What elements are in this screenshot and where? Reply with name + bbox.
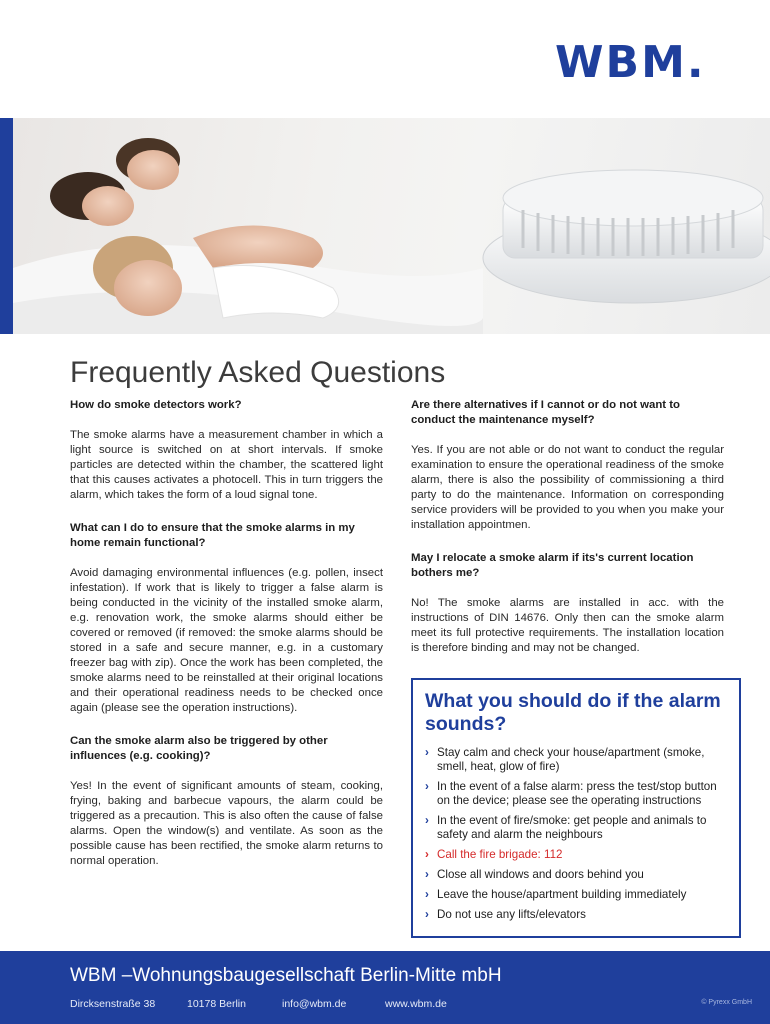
alarm-step-text: In the event of a false alarm: press the test/stop button on the device; please see the operating instructions xyxy=(437,780,717,807)
alarm-title: What you should do if the alarm sounds? xyxy=(425,690,721,735)
faq-answer: No! The smoke alarms are installed in acc. with the instructions of DIN 14676. Only then can the smoke alarm meet its full protective requirements. The installation location is therefore binding and may not be changed. xyxy=(411,597,724,654)
faq-question: How do smoke detectors work? xyxy=(70,399,242,411)
faq-question: Can the smoke alarm also be triggered by other influences (e.g. cooking)? xyxy=(70,735,328,762)
faq-answer: The smoke alarms have a measurement chamber in which a light source is switched on at short intervals. If smoke particles are detected within the chamber, the scattered light that this causes activates a photocell. This in turn triggers the alarm, which takes the form of a loud signal tone. xyxy=(70,429,383,501)
alarm-step xyxy=(425,888,729,902)
faq-answer: Yes! In the event of significant amounts of steam, cooking, frying, baking and barbecue vapours, the alarm could be triggered as a precaution. This is also often the cause of false alarms. Open the window(s) and ventilate. As soon as the possible cause has been rectified, the smoke alarm returns to normal operation. xyxy=(70,780,383,867)
chevron-right-icon: › xyxy=(425,888,429,901)
faq-answer: Avoid damaging environmental influences (e.g. pollen, insect infestation). If work that is likely to trigger a false alarm is being conducted in the vicinity of the installed smoke alarm, e.g. renovation work, the smoke alarms should either be covered or removed (if removed: the smoke alarms should be stored in a safe and secure manner, e.g. in a customary freezer bag with zip). Once the work has been completed, the smoke alarms need to be reinstalled at their original locations and their operational readiness needs to be checked once again (please see the operation instructions). xyxy=(70,567,383,714)
alarm-step-text: Call the fire brigade: 112 xyxy=(437,848,563,861)
alarm-step xyxy=(425,868,729,882)
faq-column-left xyxy=(70,398,383,887)
alarm-step-text: Close all windows and doors behind you xyxy=(437,868,644,881)
alarm-step-text: Leave the house/apartment building immediately xyxy=(437,888,687,901)
footer xyxy=(0,951,770,1024)
family-sleeping-smoke-detector-icon xyxy=(13,118,770,334)
footer-street: Dircksenstraße 38 xyxy=(70,998,156,1010)
footer-email-link[interactable]: info@wbm.de xyxy=(282,998,347,1010)
alarm-step-emergency xyxy=(425,848,729,862)
alarm-instructions-box xyxy=(411,678,741,938)
faq-column-right xyxy=(411,398,724,674)
alarm-step xyxy=(425,814,729,842)
image-copyright: © Pyrexx GmbH xyxy=(701,999,752,1006)
alarm-step-text: Do not use any lifts/elevators xyxy=(437,908,586,921)
alarm-step-text: In the event of fire/smoke: get people and animals to safety and alarm the neighbours xyxy=(437,814,707,841)
hero-image xyxy=(13,118,770,334)
faq-question: May I relocate a smoke alarm if its's current location bothers me? xyxy=(411,552,694,579)
footer-city: 10178 Berlin xyxy=(187,998,246,1010)
chevron-right-icon: › xyxy=(425,908,429,921)
chevron-right-icon: › xyxy=(425,868,429,881)
faq-question: Are there alternatives if I cannot or do not want to conduct the maintenance myself? xyxy=(411,399,680,426)
wbm-logo: WBM. xyxy=(555,37,706,88)
alarm-step-text: Stay calm and check your house/apartment (smoke, smell, heat, glow of fire) xyxy=(437,746,705,773)
alarm-step xyxy=(425,780,729,808)
chevron-right-icon: › xyxy=(425,848,429,861)
alarm-step xyxy=(425,746,729,774)
hero-accent-bar xyxy=(0,118,13,334)
footer-company-name: WBM –Wohnungsbaugesellschaft Berlin-Mitte mbH xyxy=(70,965,502,986)
faq-question: What can I do to ensure that the smoke alarms in my home remain functional? xyxy=(70,522,355,549)
chevron-right-icon: › xyxy=(425,814,429,827)
faq-title: Frequently Asked Questions xyxy=(70,356,446,389)
alarm-steps-list xyxy=(425,746,729,922)
chevron-right-icon: › xyxy=(425,746,429,759)
chevron-right-icon: › xyxy=(425,780,429,793)
footer-website-link[interactable]: www.wbm.de xyxy=(385,998,447,1010)
faq-answer: Yes. If you are not able or do not want to conduct the regular examination to ensure the operational readiness of the smoke alarm, there is also the possibility of commissioning a third party to do the maintenance. Information on corresponding service providers will be provided to you when you make your installation appointmen. xyxy=(411,444,724,531)
alarm-step xyxy=(425,908,729,922)
